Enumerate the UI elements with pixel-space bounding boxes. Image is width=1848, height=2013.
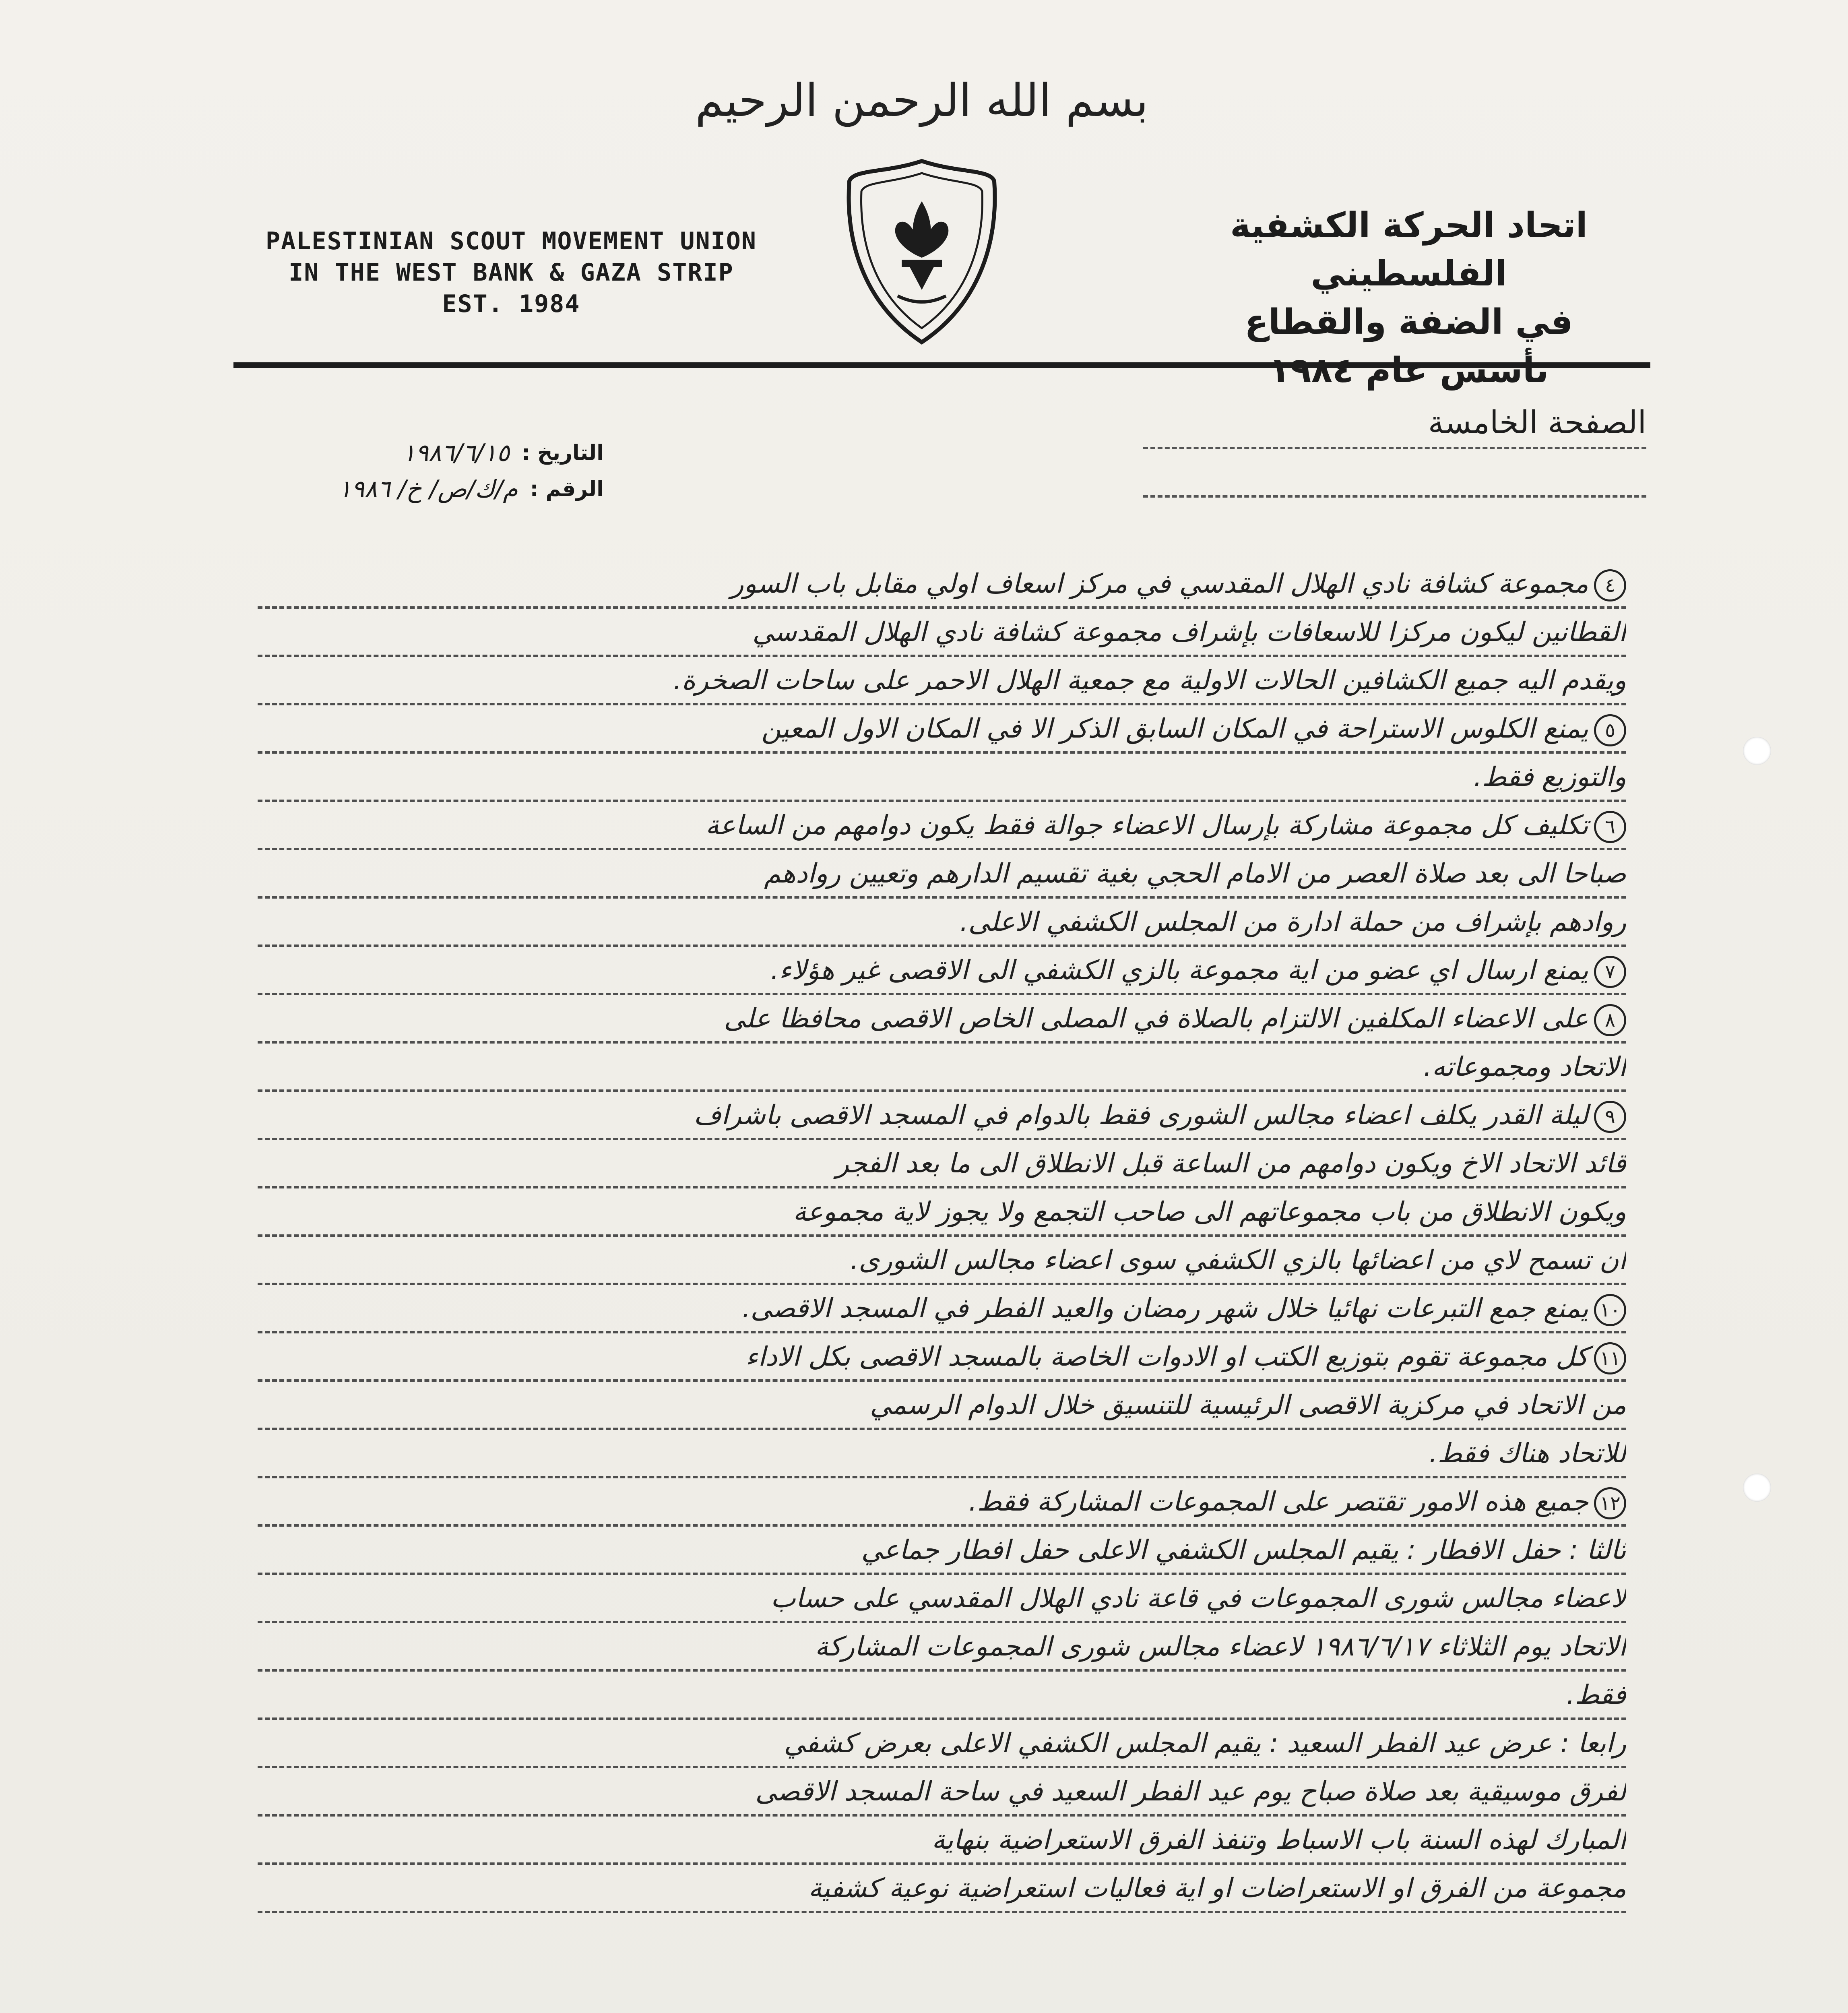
date-value: ١٩٨٦/٦/١٥	[403, 439, 510, 467]
item-number: ٨	[1594, 1004, 1626, 1036]
page-heading: الصفحة الخامسة	[1143, 403, 1646, 449]
ref-value: م/ك/ص/ خ/ ١٩٨٦	[338, 475, 518, 503]
handwritten-line	[258, 709, 1626, 754]
line-text: لاعضاء مجالس شورى المجموعات في قاعة نادي الهلال المقدسي على حساب	[770, 1583, 1626, 1614]
line-text: على الاعضاء المكلفين الالتزام بالصلاة في المصلى الخاص الاقصى محافظا على	[724, 1003, 1588, 1034]
item-number: ٤	[1594, 569, 1626, 601]
line-text: الاتحاد يوم الثلاثاء ١٩٨٦/٦/١٧ لاعضاء مجالس شورى المجموعات المشاركة	[815, 1631, 1626, 1662]
handwritten-line	[258, 660, 1626, 705]
handwritten-line	[258, 564, 1626, 609]
punch-hole	[1743, 737, 1771, 765]
line-text: كل مجموعة تقوم بتوزيع الكتب او الادوات الخاصة بالمسجد الاقصى بكل الاداء	[745, 1341, 1588, 1372]
line-text: تكليف كل مجموعة مشاركة بإرسال الاعضاء جوالة فقط يكون دوامهم من الساعة	[705, 810, 1588, 841]
date-row	[242, 435, 604, 471]
item-number: ١٢	[1594, 1487, 1626, 1519]
document-meta	[242, 435, 604, 507]
org-ar-line: اتحاد الحركة الكشفية الفلسطيني	[1230, 205, 1588, 294]
line-text: يمنع الكلوس الاستراحة في المكان السابق الذكر الا في المكان الاول المعين	[761, 713, 1588, 744]
line-text: رابعا : عرض عيد الفطر السعيد : يقيم المجلس الكشفي الاعلى بعرض كشفي	[784, 1728, 1626, 1759]
line-text: فقط.	[1566, 1679, 1626, 1710]
org-en-line: IN THE WEST BANK & GAZA STRIP	[289, 258, 734, 287]
line-text: القطانين ليكون مركزا للاسعافات بإشراف مجموعة كشافة نادي الهلال المقدسي	[752, 616, 1626, 647]
handwritten-line	[258, 1240, 1626, 1285]
handwritten-line	[258, 1627, 1626, 1672]
line-text: ويقدم اليه جميع الكشافين الحالات الاولية مع جمعية الهلال الاحمر على ساحات الصخرة.	[673, 665, 1626, 696]
item-number: ١١	[1594, 1342, 1626, 1374]
ref-label: الرقم :	[530, 477, 604, 501]
line-text: ليلة القدر يكلف اعضاء مجالس الشورى فقط بالدوام في المسجد الاقصى باشراف	[694, 1100, 1588, 1131]
org-en-line: EST. 1984	[442, 290, 580, 318]
handwritten-line	[258, 1868, 1626, 1913]
line-text: روادهم بإشراف من حملة ادارة من المجلس الكشفي الاعلى.	[960, 906, 1626, 937]
handwritten-line	[258, 998, 1626, 1044]
handwritten-line	[258, 1771, 1626, 1817]
handwritten-line	[258, 1192, 1626, 1237]
handwritten-line	[258, 902, 1626, 947]
handwritten-line	[258, 1820, 1626, 1865]
org-name-english	[225, 225, 797, 320]
item-number: ١٠	[1594, 1294, 1626, 1326]
item-number: ٩	[1594, 1101, 1626, 1133]
handwritten-line	[258, 757, 1626, 802]
org-ar-line: تأسس عام ١٩٨٤	[1269, 350, 1549, 391]
item-number: ٧	[1594, 956, 1626, 988]
line-text: مجموعة كشافة نادي الهلال المقدسي في مركز اسعاف اولي مقابل باب السور	[731, 568, 1588, 599]
punch-hole	[1743, 1474, 1771, 1502]
line-text: قائد الاتحاد الاخ ويكون دوامهم من الساعة قبل الانطلاق الى ما بعد الفجر	[836, 1148, 1626, 1179]
handwritten-line	[258, 1723, 1626, 1768]
line-text: المبارك لهذه السنة باب الاسباط وتنفذ الفرق الاستعراضية بنهاية	[931, 1824, 1626, 1855]
line-text: يمنع جمع التبرعات نهائيا خلال شهر رمضان والعيد الفطر في المسجد الاقصى.	[742, 1293, 1588, 1324]
handwritten-line	[258, 1095, 1626, 1140]
handwritten-line	[258, 1530, 1626, 1575]
line-text: يمنع ارسال اي عضو من اية مجموعة بالزي الكشفي الى الاقصى غير هؤلاء.	[770, 955, 1588, 986]
line-text: صباحا الى بعد صلاة العصر من الامام الحجي بغية تقسيم الدارهم وتعيين روادهم	[764, 858, 1626, 889]
line-text: ثالثا : حفل الافطار : يقيم المجلس الكشفي الاعلى حفل افطار جماعي	[861, 1534, 1626, 1565]
handwritten-line	[258, 1288, 1626, 1333]
line-text: ويكون الانطلاق من باب مجموعاتهم الى صاحب التجمع ولا يجوز لاية مجموعة	[793, 1196, 1626, 1227]
handwritten-line	[258, 612, 1626, 657]
line-text: للاتحاد هناك فقط.	[1429, 1438, 1626, 1469]
handwritten-line	[258, 1433, 1626, 1478]
item-number: ٥	[1594, 714, 1626, 746]
handwritten-line	[258, 1482, 1626, 1527]
org-en-line: PALESTINIAN SCOUT MOVEMENT UNION	[266, 227, 757, 255]
line-text: جميع هذه الامور تقتصر على المجموعات المشاركة فقط.	[968, 1486, 1588, 1517]
ref-row	[242, 471, 604, 507]
handwritten-line	[258, 1337, 1626, 1382]
line-text: مجموعة من الفرق او الاستعراضات او اية فعاليات استعراضية نوعية كشفية	[808, 1872, 1626, 1903]
line-text: لفرق موسيقية بعد صلاة صباح يوم عيد الفطر السعيد في ساحة المسجد الاقصى	[755, 1776, 1626, 1807]
fleur-de-lis-scout-emblem-icon	[841, 157, 1002, 346]
handwritten-line	[258, 1385, 1626, 1430]
bismillah: بسم الله الرحمن الرحيم	[695, 74, 1148, 127]
handwritten-line	[258, 1047, 1626, 1092]
line-text: الاتحاد ومجموعاته.	[1423, 1051, 1626, 1082]
org-ar-line: في الضفة والقطاع	[1245, 302, 1573, 342]
header-divider	[233, 362, 1650, 368]
line-text: من الاتحاد في مركزية الاقصى الرئيسية للتنسيق خلال الدوام الرسمي	[869, 1389, 1626, 1420]
handwritten-line	[258, 805, 1626, 850]
handwritten-line	[258, 854, 1626, 899]
handwritten-line	[258, 1143, 1626, 1188]
handwritten-line	[258, 1675, 1626, 1720]
document-body	[258, 564, 1626, 1916]
handwritten-line	[258, 1578, 1626, 1623]
heading-blank-line	[1143, 455, 1646, 498]
line-text: ان تسمح لاي من اعضائها بالزي الكشفي سوى اعضاء مجالس الشورى.	[850, 1244, 1626, 1275]
line-text: والتوزيع فقط.	[1473, 761, 1626, 792]
date-label: التاريخ :	[522, 441, 604, 465]
item-number: ٦	[1594, 811, 1626, 843]
handwritten-line	[258, 950, 1626, 995]
